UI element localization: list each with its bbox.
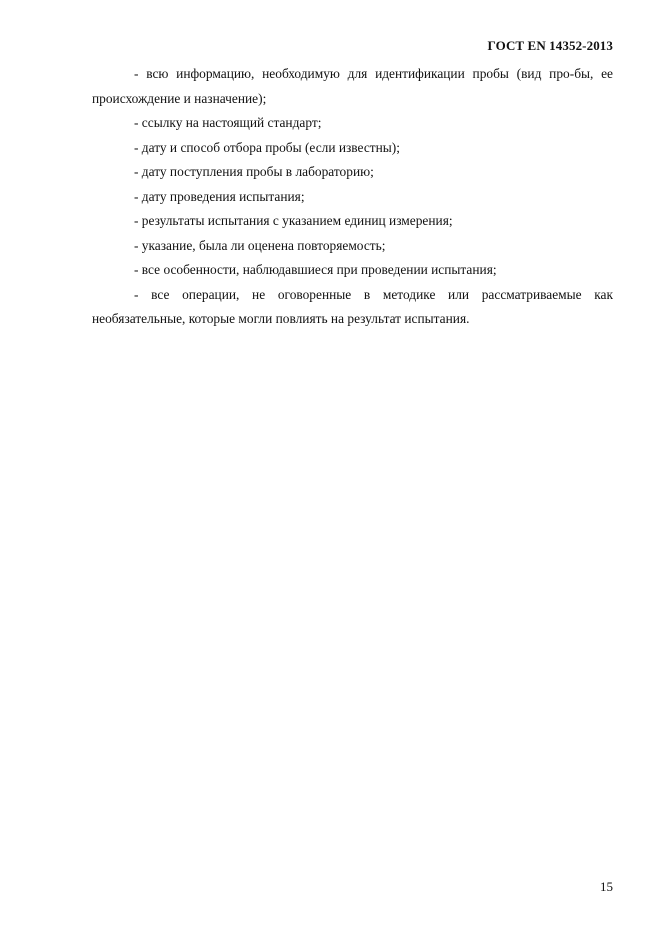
list-item: - все операции, не оговоренные в методике или рассматриваемые как необязательные, которые могли повлиять на результат испытания. — [92, 286, 613, 326]
page-number: 15 — [600, 879, 613, 894]
list-item: - дату и способ отбора пробы (если известны); — [134, 139, 400, 155]
requirements-list — [92, 62, 613, 332]
standard-header: ГОСТ EN 14352-2013 — [487, 38, 613, 53]
list-item: - ссылку на настоящий стандарт; — [134, 115, 322, 130]
list-item: - дату поступления пробы в лабораторию; — [134, 164, 374, 179]
list-item: - всю информацию, необходимую для идентификации пробы (вид про-бы, ее происхождение и назначение); — [92, 66, 613, 106]
list-item: - указание, была ли оценена повторяемость; — [134, 237, 386, 253]
list-item: - все особенности, наблюдавшиеся при проведении испытания; — [134, 262, 497, 277]
list-item: - результаты испытания с указанием единиц измерения; — [134, 213, 453, 228]
list-item: - дату проведения испытания; — [134, 188, 305, 204]
